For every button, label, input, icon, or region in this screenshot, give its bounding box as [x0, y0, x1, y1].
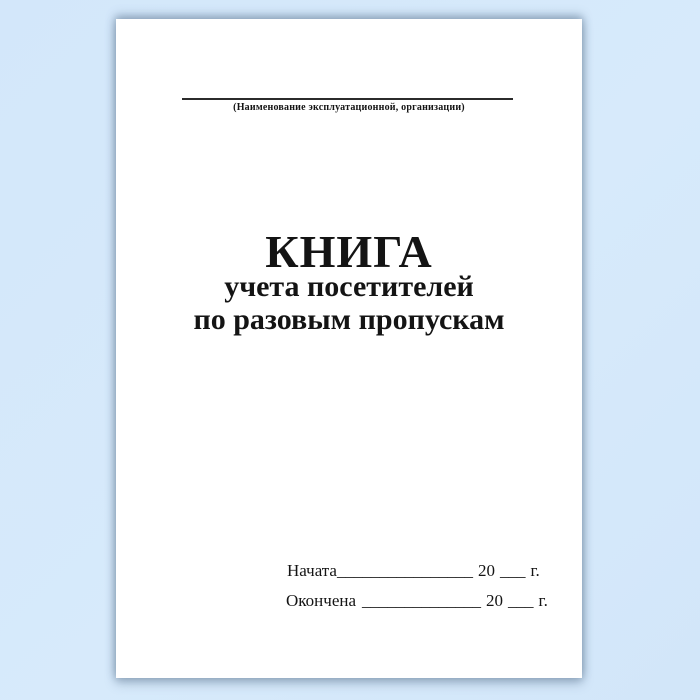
- started-label: Начата: [287, 561, 337, 580]
- finished-year-suffix: г.: [538, 591, 548, 610]
- date-started-row: [287, 561, 540, 581]
- started-year-prefix: 20: [477, 561, 495, 580]
- finished-blank-line: ______________: [362, 591, 482, 610]
- document-title: КНИГА: [265, 226, 433, 277]
- started-year-suffix: г.: [530, 561, 540, 580]
- date-finished-row: [286, 591, 548, 611]
- started-year-blank-line: ___: [499, 561, 526, 580]
- organization-name-blank-line: [182, 98, 513, 100]
- started-blank-line: ________________: [336, 561, 473, 580]
- finished-year-blank-line: ___: [508, 591, 534, 610]
- document-subtitle-line2: по разовым пропускам: [193, 303, 505, 336]
- document-subtitle-line1: учета посетителей: [224, 270, 474, 303]
- finished-year-prefix: 20: [486, 591, 504, 610]
- organization-name-caption: (Наименование эксплуатационной, организации): [233, 102, 465, 113]
- finished-label: Окончена: [286, 591, 357, 610]
- book-cover-page: [116, 19, 582, 678]
